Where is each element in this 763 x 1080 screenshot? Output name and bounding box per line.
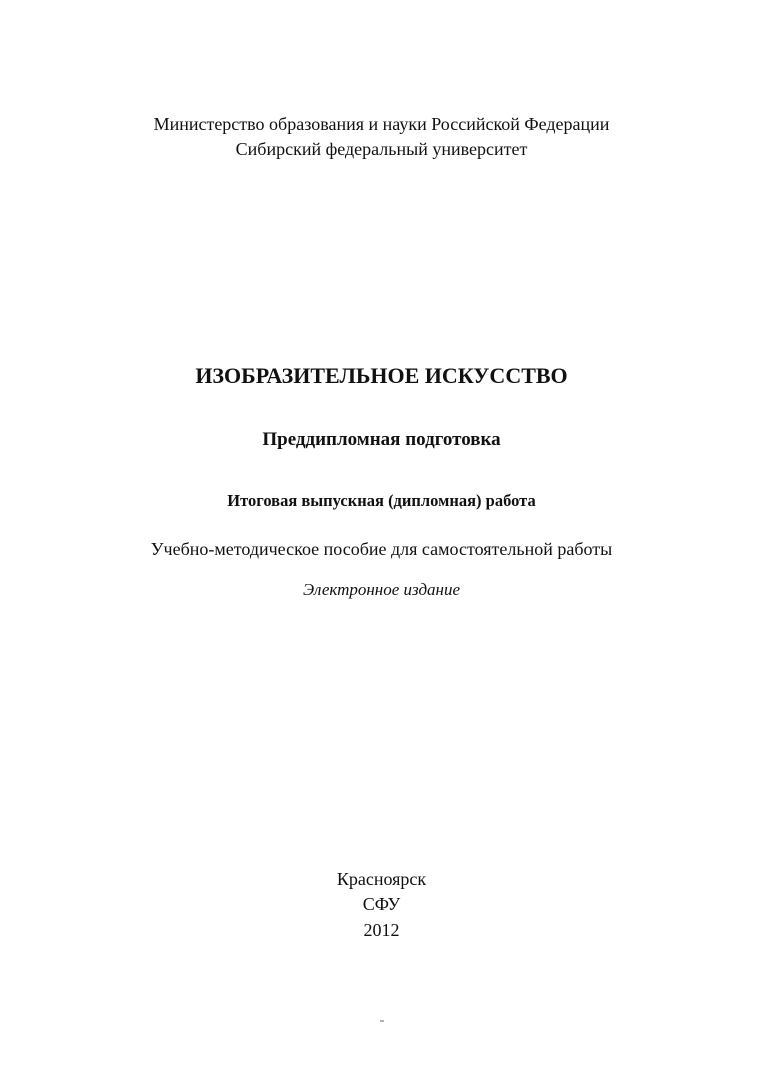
- publisher-name: СФУ: [362, 894, 401, 914]
- work-type: Итоговая выпускная (дипломная) работа: [227, 491, 536, 510]
- edition-type: Электронное издание: [302, 580, 461, 599]
- ministry-name: Министерство образования и науки Российской Федерации: [153, 114, 610, 134]
- page-mark: [380, 1020, 384, 1022]
- document-description: Учебно-методическое пособие для самостоятельной работы: [150, 539, 613, 559]
- university-name: Сибирский федеральный университет: [235, 139, 528, 159]
- publication-year: 2012: [363, 920, 400, 940]
- document-subtitle: Преддипломная подготовка: [262, 429, 501, 450]
- document-title: ИЗОБРАЗИТЕЛЬНОЕ ИСКУССТВО: [195, 363, 568, 388]
- publication-city: Красноярск: [336, 869, 427, 889]
